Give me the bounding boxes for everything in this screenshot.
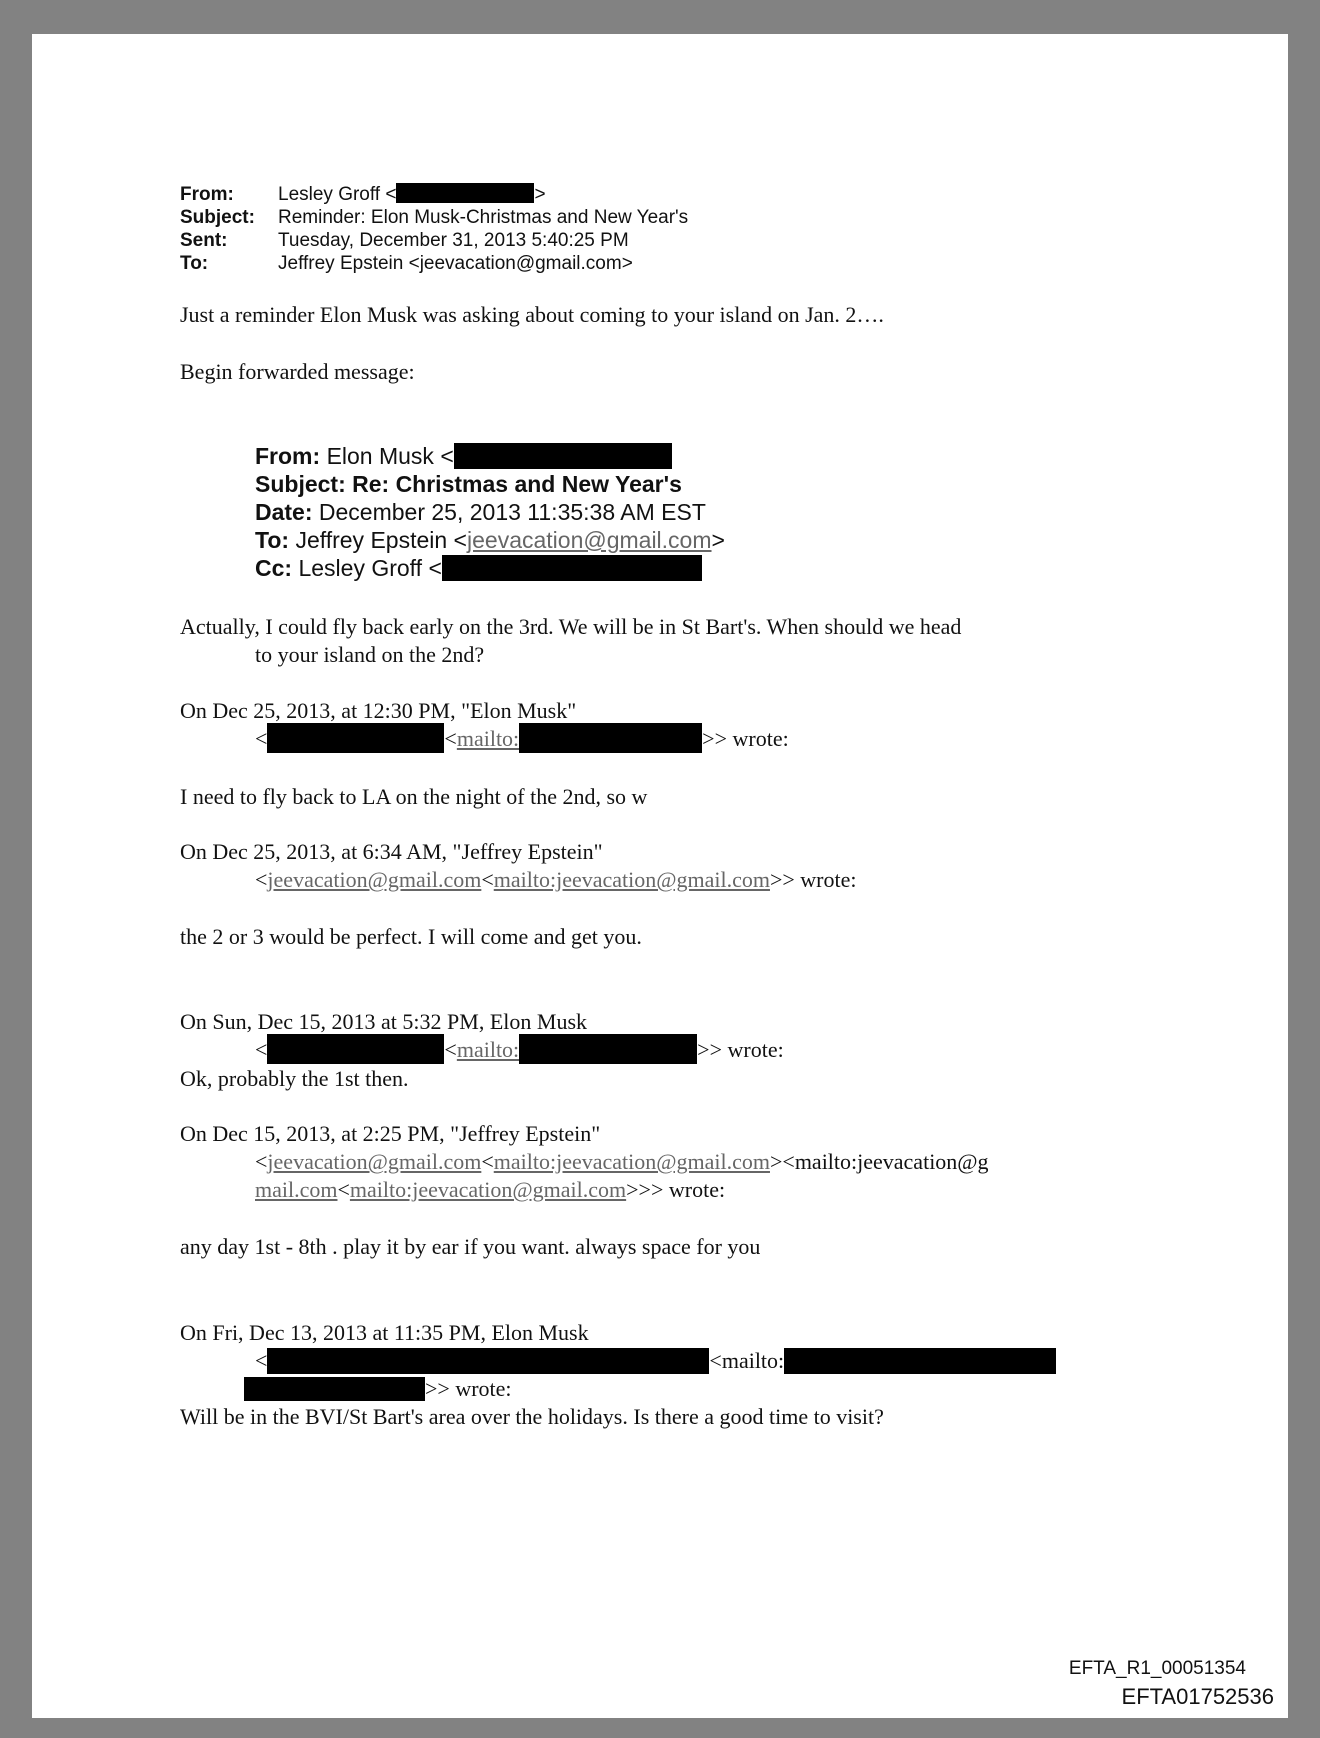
forwarded-date-label: Date:	[255, 499, 313, 525]
header-from-value: Lesley Groff < >	[278, 184, 546, 205]
message-4: Ok, probably the 1st then.	[180, 1066, 409, 1091]
forwarded-subject-text: Subject: Re: Christmas and New Year's	[255, 471, 682, 497]
forwarded-to: To: Jeffrey Epstein <jeevacation@gmail.com>	[255, 527, 725, 553]
redaction-box	[396, 183, 534, 203]
message-1-line-1: Actually, I could fly back early on the 3rd. We will be in St Bart's. When should we head	[180, 614, 962, 639]
header-to-label: To:	[180, 253, 209, 274]
header-sent-label: Sent:	[180, 230, 228, 251]
wrote-text: >> wrote:	[697, 1037, 784, 1062]
redaction-box	[267, 723, 444, 753]
redaction-box	[442, 555, 702, 581]
wrote-text: >> wrote:	[769, 867, 857, 892]
forwarded-cc-value: Lesley Groff	[298, 555, 423, 581]
quote-3-header: On Sun, Dec 15, 2013 at 5:32 PM, Elon Musk	[180, 1009, 587, 1034]
quote-2-header: On Dec 25, 2013, at 6:34 AM, "Jeffrey Epstein"	[180, 839, 603, 864]
redaction-box	[267, 1348, 709, 1374]
forwarded-to-label: To:	[255, 527, 290, 553]
mailto-plain-text: <mailto:	[709, 1348, 785, 1373]
email-link[interactable]: jeevacation@gmail.com	[267, 1149, 482, 1174]
quote-5-header: On Fri, Dec 13, 2013 at 11:35 PM, Elon Musk	[180, 1320, 589, 1345]
begin-forwarded-text: Begin forwarded message:	[180, 359, 415, 384]
document-page	[32, 34, 1288, 1718]
header-from-label: From:	[180, 184, 234, 205]
quote-2-address: <jeevacation@gmail.com<mailto:jeevacation@gmail.com>> wrote:	[255, 867, 857, 892]
header-subject-value: Reminder: Elon Musk-Christmas and New Year's	[278, 207, 689, 228]
header-from-name: Lesley Groff	[278, 184, 381, 205]
header-subject-label: Subject:	[180, 207, 255, 228]
redaction-box	[244, 1377, 425, 1401]
forwarded-date	[255, 499, 706, 526]
redaction-box	[519, 723, 702, 753]
quote-1-address: < <mailto: >> wrote:	[255, 726, 789, 753]
footer-id-1: EFTA_R1_00051354	[1068, 1658, 1246, 1679]
quote-4-header: On Dec 15, 2013, at 2:25 PM, "Jeffrey Epstein"	[180, 1121, 601, 1146]
forwarded-from-value: Elon Musk	[326, 443, 434, 469]
wrote-text: >>> wrote:	[626, 1177, 726, 1202]
quote-1-header: On Dec 25, 2013, at 12:30 PM, "Elon Musk"	[180, 698, 577, 723]
message-3: the 2 or 3 would be perfect. I will come and get you.	[180, 924, 642, 949]
footer-id-2: EFTA01752536	[1121, 1684, 1274, 1709]
mailto-link[interactable]: mailto:jeevacation@gmail.com	[493, 1149, 770, 1174]
forwarded-date-value: December 25, 2013 11:35:38 AM EST	[318, 499, 706, 525]
redaction-box	[454, 443, 672, 469]
mailto-plain-text: <mailto:jeevacation@g	[782, 1149, 989, 1174]
email-link[interactable]: jeevacation@gmail.com	[267, 867, 482, 892]
forwarded-from-label: From:	[255, 443, 321, 469]
forwarded-cc: Cc: Lesley Groff <	[255, 555, 702, 582]
forwarded-from: From: Elon Musk <	[255, 443, 672, 470]
redaction-box	[267, 1034, 444, 1064]
forwarded-to-email-link[interactable]: jeevacation@gmail.com	[467, 527, 712, 553]
header-sent-value: Tuesday, December 31, 2013 5:40:25 PM	[278, 230, 629, 251]
message-5: any day 1st - 8th . play it by ear if you want. always space for you	[180, 1234, 761, 1259]
mailto-link[interactable]: mailto:jeevacation@gmail.com	[493, 867, 770, 892]
message-6: Will be in the BVI/St Bart's area over the holidays. Is there a good time to visit?	[180, 1404, 884, 1429]
forwarded-cc-label: Cc:	[255, 555, 293, 581]
redaction-box	[519, 1034, 697, 1064]
quote-4-address-line-2: mail.com<mailto:jeevacation@gmail.com>>> wrote:	[255, 1177, 726, 1202]
email-link-continued[interactable]: mail.com	[255, 1177, 338, 1202]
header-to-value: Jeffrey Epstein <jeevacation@gmail.com>	[278, 253, 633, 274]
quote-5-address-line-1: < <mailto:	[255, 1348, 1056, 1374]
message-1-line-2: to your island on the 2nd?	[255, 642, 485, 667]
redaction-box	[784, 1348, 1056, 1374]
wrote-text: >> wrote:	[425, 1376, 512, 1401]
mailto-link[interactable]: mailto:	[456, 726, 520, 751]
mailto-link[interactable]: mailto:jeevacation@gmail.com	[349, 1177, 627, 1202]
reminder-text: Just a reminder Elon Musk was asking about coming to your island on Jan. 2….	[180, 302, 884, 327]
forwarded-subject	[255, 471, 682, 498]
quote-4-address-line-1: <jeevacation@gmail.com<mailto:jeevacation@gmail.com><mailto:jeevacation@g	[255, 1149, 989, 1174]
wrote-text: >> wrote:	[702, 726, 789, 751]
message-2: I need to fly back to LA on the night of the 2nd, so w	[180, 784, 648, 809]
quote-3-address: < <mailto: >> wrote:	[255, 1037, 784, 1064]
mailto-link[interactable]: mailto:	[456, 1037, 520, 1062]
forwarded-to-name: Jeffrey Epstein <	[295, 527, 467, 553]
quote-5-address-line-2	[244, 1376, 512, 1402]
